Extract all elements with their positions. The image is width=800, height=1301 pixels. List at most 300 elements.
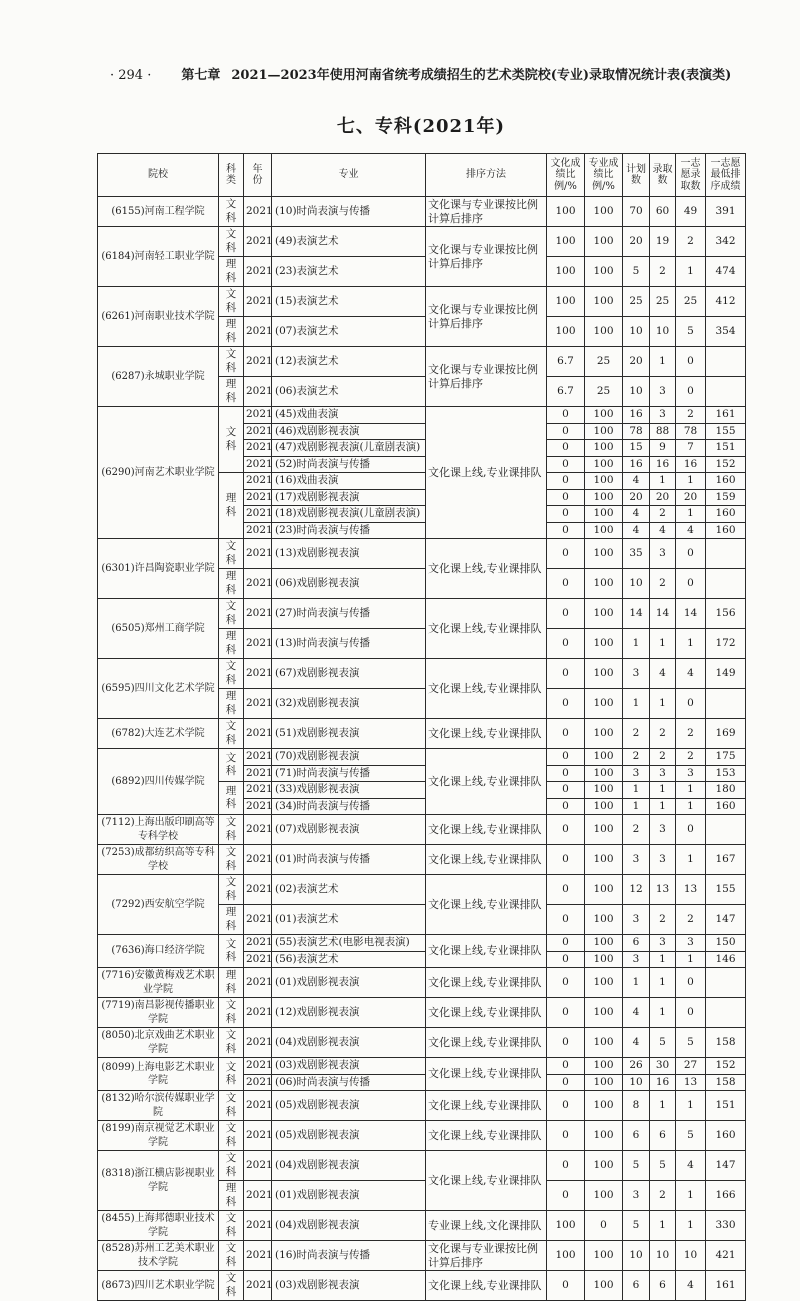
culture-ratio-cell: 0 [547,951,585,968]
first-choice-count-cell: 5 [676,1121,706,1151]
category-cell: 文科 [219,749,244,782]
first-choice-min-score-cell: 152 [706,456,746,473]
major-cell: (16)时尚表演与传播 [272,1241,426,1271]
culture-ratio-cell: 0 [547,423,585,440]
major-ratio-cell: 100 [585,815,623,845]
table-row [98,1091,746,1121]
plan-count-cell: 14 [623,599,650,629]
admitted-count-cell: 1 [650,968,676,998]
first-choice-count-cell: 0 [676,377,706,407]
school-name-cell: (7112)上海出版印刷高等专科学校 [98,815,219,845]
culture-ratio-cell: 0 [547,1074,585,1091]
first-choice-min-score-cell [706,347,746,377]
category-cell: 文科 [219,599,244,629]
category-cell: 文科 [219,287,244,317]
school-name-cell: (8132)哈尔滨传媒职业学院 [98,1091,219,1121]
admitted-count-cell: 4 [650,522,676,539]
category-cell: 文科 [219,815,244,845]
year-cell: 2021 [244,1181,272,1211]
first-choice-min-score-cell: 155 [706,423,746,440]
culture-ratio-cell: 0 [547,749,585,766]
category-cell: 文科 [219,845,244,875]
first-choice-count-cell: 1 [676,1091,706,1121]
admitted-count-cell: 1 [650,347,676,377]
year-cell: 2021 [244,951,272,968]
page-number: · 294 · [110,68,152,83]
column-header-admitted: 录取数 [650,154,676,197]
major-ratio-cell: 100 [585,569,623,599]
major-cell: (12)表演艺术 [272,347,426,377]
table-header-row [98,154,746,197]
major-ratio-cell: 100 [585,506,623,523]
major-ratio-cell: 100 [585,539,623,569]
major-cell: (13)时尚表演与传播 [272,629,426,659]
running-title: 2021—2023年使用河南省统考成绩招生的艺术类院校(专业)录取情况统计表(表演类) [231,68,732,83]
admitted-count-cell: 1 [650,629,676,659]
plan-count-cell: 10 [623,317,650,347]
major-ratio-cell: 100 [585,765,623,782]
year-cell: 2021 [244,1028,272,1058]
plan-count-cell: 1 [623,782,650,799]
first-choice-count-cell: 1 [676,473,706,490]
admitted-count-cell: 1 [650,798,676,815]
major-ratio-cell: 100 [585,659,623,689]
method-cell: 文化课与专业课按比例计算后排序 [426,1241,547,1271]
major-ratio-cell: 100 [585,440,623,457]
first-choice-count-cell: 1 [676,629,706,659]
method-cell: 文化课与专业课按比例计算后排序 [426,287,547,347]
category-cell: 文科 [219,935,244,968]
admitted-count-cell: 6 [650,1121,676,1151]
admitted-count-cell: 30 [650,1058,676,1075]
plan-count-cell: 1 [623,629,650,659]
first-choice-min-score-cell: 160 [706,506,746,523]
plan-count-cell: 3 [623,905,650,935]
table-row [98,719,746,749]
major-cell: (46)戏剧影视表演 [272,423,426,440]
first-choice-count-cell: 5 [676,1028,706,1058]
first-choice-min-score-cell: 161 [706,407,746,424]
admitted-count-cell: 16 [650,456,676,473]
first-choice-count-cell: 5 [676,317,706,347]
year-cell: 2021 [244,765,272,782]
first-choice-count-cell: 7 [676,440,706,457]
year-cell: 2021 [244,599,272,629]
admitted-count-cell: 2 [650,749,676,766]
school-name-cell: (7719)南昌影视传播职业学院 [98,998,219,1028]
plan-count-cell: 6 [623,1271,650,1301]
major-ratio-cell: 100 [585,522,623,539]
method-cell: 文化课上线,专业课排队 [426,935,547,968]
first-choice-min-score-cell: 160 [706,473,746,490]
table-row [98,1271,746,1301]
major-cell: (18)戏剧影视表演(儿童剧表演) [272,506,426,523]
major-cell: (05)戏剧影视表演 [272,1091,426,1121]
culture-ratio-cell: 0 [547,506,585,523]
plan-count-cell: 4 [623,506,650,523]
culture-ratio-cell: 0 [547,1151,585,1181]
major-ratio-cell: 100 [585,875,623,905]
major-ratio-cell: 100 [585,599,623,629]
admitted-count-cell: 2 [650,719,676,749]
first-choice-count-cell: 78 [676,423,706,440]
column-header-year: 年份 [244,154,272,197]
column-header-school: 院校 [98,154,219,197]
plan-count-cell: 1 [623,689,650,719]
first-choice-count-cell: 0 [676,347,706,377]
plan-count-cell: 6 [623,1121,650,1151]
plan-count-cell: 3 [623,845,650,875]
plan-count-cell: 20 [623,227,650,257]
culture-ratio-cell: 0 [547,845,585,875]
culture-ratio-cell: 0 [547,1028,585,1058]
major-ratio-cell: 100 [585,749,623,766]
major-cell: (07)戏剧影视表演 [272,815,426,845]
plan-count-cell: 12 [623,875,650,905]
first-choice-count-cell: 27 [676,1058,706,1075]
first-choice-count-cell: 10 [676,1241,706,1271]
major-cell: (04)戏剧影视表演 [272,1028,426,1058]
major-ratio-cell: 100 [585,407,623,424]
table-row [98,845,746,875]
plan-count-cell: 4 [623,998,650,1028]
major-cell: (15)表演艺术 [272,287,426,317]
major-ratio-cell: 100 [585,1151,623,1181]
major-cell: (32)戏剧影视表演 [272,689,426,719]
first-choice-count-cell: 4 [676,1271,706,1301]
plan-count-cell: 2 [623,749,650,766]
major-cell: (06)戏剧影视表演 [272,569,426,599]
school-name-cell: (6595)四川文化艺术学院 [98,659,219,719]
category-cell: 理科 [219,968,244,998]
major-ratio-cell: 100 [585,951,623,968]
major-ratio-cell: 100 [585,1271,623,1301]
culture-ratio-cell: 0 [547,875,585,905]
first-choice-count-cell: 4 [676,659,706,689]
culture-ratio-cell: 0 [547,629,585,659]
table-row [98,1028,746,1058]
major-cell: (33)戏剧影视表演 [272,782,426,799]
plan-count-cell: 3 [623,765,650,782]
plan-count-cell: 4 [623,522,650,539]
culture-ratio-cell: 0 [547,798,585,815]
first-choice-count-cell: 0 [676,539,706,569]
first-choice-count-cell: 2 [676,905,706,935]
admitted-count-cell: 2 [650,1181,676,1211]
plan-count-cell: 70 [623,197,650,227]
culture-ratio-cell: 0 [547,539,585,569]
plan-count-cell: 2 [623,719,650,749]
plan-count-cell: 1 [623,798,650,815]
first-choice-min-score-cell [706,377,746,407]
culture-ratio-cell: 0 [547,935,585,952]
admitted-count-cell: 1 [650,689,676,719]
school-name-cell: (6155)河南工程学院 [98,197,219,227]
culture-ratio-cell: 0 [547,905,585,935]
culture-ratio-cell: 0 [547,440,585,457]
major-ratio-cell: 100 [585,489,623,506]
year-cell: 2021 [244,506,272,523]
first-choice-count-cell: 13 [676,1074,706,1091]
admitted-count-cell: 20 [650,489,676,506]
category-cell: 理科 [219,629,244,659]
plan-count-cell: 25 [623,287,650,317]
first-choice-min-score-cell: 354 [706,317,746,347]
year-cell: 2021 [244,317,272,347]
admitted-count-cell: 1 [650,473,676,490]
school-name-cell: (8455)上海邦德职业技术学院 [98,1211,219,1241]
first-choice-count-cell: 1 [676,782,706,799]
culture-ratio-cell: 100 [547,197,585,227]
school-name-cell: (8673)四川艺术职业学院 [98,1271,219,1301]
major-cell: (13)戏剧影视表演 [272,539,426,569]
first-choice-count-cell: 0 [676,689,706,719]
year-cell: 2021 [244,998,272,1028]
category-cell: 理科 [219,689,244,719]
category-cell: 文科 [219,998,244,1028]
culture-ratio-cell: 6.7 [547,347,585,377]
admitted-count-cell: 5 [650,1028,676,1058]
category-cell: 理科 [219,905,244,935]
admitted-count-cell: 3 [650,407,676,424]
method-cell: 文化课上线,专业课排队 [426,968,547,998]
category-cell: 文科 [219,347,244,377]
first-choice-min-score-cell: 180 [706,782,746,799]
method-cell: 文化课上线,专业课排队 [426,1058,547,1091]
table-row [98,749,746,766]
admitted-count-cell: 4 [650,659,676,689]
major-cell: (47)戏剧影视表演(儿童剧表演) [272,440,426,457]
year-cell: 2021 [244,815,272,845]
school-name-cell: (8528)苏州工艺美术职业技术学院 [98,1241,219,1271]
first-choice-count-cell: 1 [676,1181,706,1211]
category-cell: 文科 [219,1121,244,1151]
major-cell: (23)时尚表演与传播 [272,522,426,539]
year-cell: 2021 [244,905,272,935]
first-choice-min-score-cell [706,569,746,599]
major-ratio-cell: 100 [585,782,623,799]
column-header-category: 科类 [219,154,244,197]
culture-ratio-cell: 6.7 [547,377,585,407]
culture-ratio-cell: 0 [547,599,585,629]
major-cell: (03)戏剧影视表演 [272,1058,426,1075]
major-cell: (06)表演艺术 [272,377,426,407]
admitted-count-cell: 1 [650,998,676,1028]
major-cell: (71)时尚表演与传播 [272,765,426,782]
first-choice-min-score-cell: 474 [706,257,746,287]
category-cell: 理科 [219,377,244,407]
major-cell: (51)戏剧影视表演 [272,719,426,749]
first-choice-count-cell: 20 [676,489,706,506]
table-row [98,287,746,317]
first-choice-min-score-cell: 156 [706,599,746,629]
plan-count-cell: 10 [623,569,650,599]
culture-ratio-cell: 0 [547,1181,585,1211]
first-choice-min-score-cell: 330 [706,1211,746,1241]
admission-table [97,153,746,1301]
method-cell: 文化课与专业课按比例计算后排序 [426,347,547,407]
first-choice-min-score-cell: 160 [706,522,746,539]
first-choice-count-cell: 3 [676,935,706,952]
first-choice-min-score-cell: 149 [706,659,746,689]
plan-count-cell: 3 [623,659,650,689]
first-choice-count-cell: 3 [676,765,706,782]
plan-count-cell: 3 [623,951,650,968]
column-header-first-choice: 一志愿录取数 [676,154,706,197]
major-cell: (07)表演艺术 [272,317,426,347]
year-cell: 2021 [244,456,272,473]
major-ratio-cell: 100 [585,629,623,659]
major-cell: (02)表演艺术 [272,875,426,905]
table-row [98,227,746,257]
major-ratio-cell: 100 [585,845,623,875]
year-cell: 2021 [244,798,272,815]
table-row [98,1241,746,1271]
culture-ratio-cell: 0 [547,1091,585,1121]
first-choice-count-cell: 0 [676,998,706,1028]
culture-ratio-cell: 100 [547,1211,585,1241]
first-choice-count-cell: 2 [676,749,706,766]
first-choice-min-score-cell: 151 [706,1091,746,1121]
major-ratio-cell: 100 [585,456,623,473]
first-choice-min-score-cell: 342 [706,227,746,257]
category-cell: 文科 [219,719,244,749]
culture-ratio-cell: 0 [547,689,585,719]
method-cell: 文化课与专业课按比例计算后排序 [426,227,547,287]
major-ratio-cell: 100 [585,689,623,719]
year-cell: 2021 [244,423,272,440]
school-name-cell: (6290)河南艺术职业学院 [98,407,219,539]
plan-count-cell: 5 [623,257,650,287]
culture-ratio-cell: 0 [547,1121,585,1151]
plan-count-cell: 10 [623,1241,650,1271]
admitted-count-cell: 6 [650,1271,676,1301]
plan-count-cell: 16 [623,407,650,424]
culture-ratio-cell: 0 [547,569,585,599]
year-cell: 2021 [244,1241,272,1271]
major-ratio-cell: 100 [585,227,623,257]
school-name-cell: (6261)河南职业技术学院 [98,287,219,347]
method-cell: 文化课上线,专业课排队 [426,599,547,659]
year-cell: 2021 [244,407,272,424]
major-cell: (01)表演艺术 [272,905,426,935]
culture-ratio-cell: 0 [547,719,585,749]
plan-count-cell: 4 [623,473,650,490]
year-cell: 2021 [244,287,272,317]
column-header-major-ratio: 专业成绩比例/% [585,154,623,197]
major-ratio-cell: 100 [585,197,623,227]
first-choice-count-cell: 1 [676,257,706,287]
admitted-count-cell: 60 [650,197,676,227]
school-name-cell: (7292)西安航空学院 [98,875,219,935]
plan-count-cell: 6 [623,935,650,952]
table-row [98,998,746,1028]
first-choice-min-score-cell [706,689,746,719]
method-cell: 文化课上线,专业课排队 [426,1091,547,1121]
culture-ratio-cell: 0 [547,473,585,490]
major-cell: (01)戏剧影视表演 [272,1181,426,1211]
column-header-min-score: 一志愿最低排序成绩 [706,154,746,197]
plan-count-cell: 10 [623,1074,650,1091]
major-ratio-cell: 100 [585,1074,623,1091]
year-cell: 2021 [244,1074,272,1091]
major-ratio-cell: 100 [585,905,623,935]
year-cell: 2021 [244,569,272,599]
method-cell: 文化课上线,专业课排队 [426,749,547,815]
major-cell: (04)戏剧影视表演 [272,1151,426,1181]
admitted-count-cell: 3 [650,815,676,845]
major-ratio-cell: 100 [585,317,623,347]
first-choice-count-cell: 1 [676,845,706,875]
major-ratio-cell: 100 [585,1121,623,1151]
major-cell: (04)戏剧影视表演 [272,1211,426,1241]
school-name-cell: (6782)大连艺术学院 [98,719,219,749]
method-cell: 文化课上线,专业课排队 [426,539,547,599]
school-name-cell: (7636)海口经济学院 [98,935,219,968]
first-choice-min-score-cell: 160 [706,1121,746,1151]
major-ratio-cell: 100 [585,257,623,287]
culture-ratio-cell: 100 [547,1241,585,1271]
plan-count-cell: 15 [623,440,650,457]
first-choice-min-score-cell: 158 [706,1074,746,1091]
first-choice-count-cell: 49 [676,197,706,227]
first-choice-count-cell: 4 [676,1151,706,1181]
major-cell: (23)表演艺术 [272,257,426,287]
major-cell: (01)时尚表演与传播 [272,845,426,875]
year-cell: 2021 [244,1211,272,1241]
category-cell: 文科 [219,1058,244,1091]
admitted-count-cell: 2 [650,905,676,935]
year-cell: 2021 [244,1121,272,1151]
major-ratio-cell: 25 [585,347,623,377]
year-cell: 2021 [244,1058,272,1075]
method-cell: 文化课上线,专业课排队 [426,1121,547,1151]
first-choice-min-score-cell: 160 [706,798,746,815]
method-cell: 文化课上线,专业课排队 [426,998,547,1028]
culture-ratio-cell: 0 [547,659,585,689]
major-cell: (55)表演艺术(电影电视表演) [272,935,426,952]
category-cell: 理科 [219,782,244,815]
admitted-count-cell: 5 [650,1151,676,1181]
year-cell: 2021 [244,539,272,569]
table-row [98,539,746,569]
major-ratio-cell: 100 [585,798,623,815]
first-choice-min-score-cell: 172 [706,629,746,659]
table-row [98,1058,746,1075]
admitted-count-cell: 1 [650,782,676,799]
culture-ratio-cell: 0 [547,998,585,1028]
first-choice-count-cell: 2 [676,719,706,749]
first-choice-count-cell: 0 [676,968,706,998]
school-name-cell: (6505)郑州工商学院 [98,599,219,659]
plan-count-cell: 20 [623,489,650,506]
school-name-cell: (8199)南京视觉艺术职业学院 [98,1121,219,1151]
category-cell: 文科 [219,539,244,569]
school-name-cell: (7253)成都纺织高等专科学校 [98,845,219,875]
year-cell: 2021 [244,1271,272,1301]
category-cell: 文科 [219,659,244,689]
year-cell: 2021 [244,875,272,905]
major-ratio-cell: 100 [585,287,623,317]
plan-count-cell: 35 [623,539,650,569]
culture-ratio-cell: 0 [547,489,585,506]
admitted-count-cell: 1 [650,1211,676,1241]
table-row [98,659,746,689]
category-cell: 理科 [219,1181,244,1211]
school-name-cell: (6184)河南轻工职业学院 [98,227,219,287]
major-ratio-cell: 100 [585,998,623,1028]
plan-count-cell: 78 [623,423,650,440]
